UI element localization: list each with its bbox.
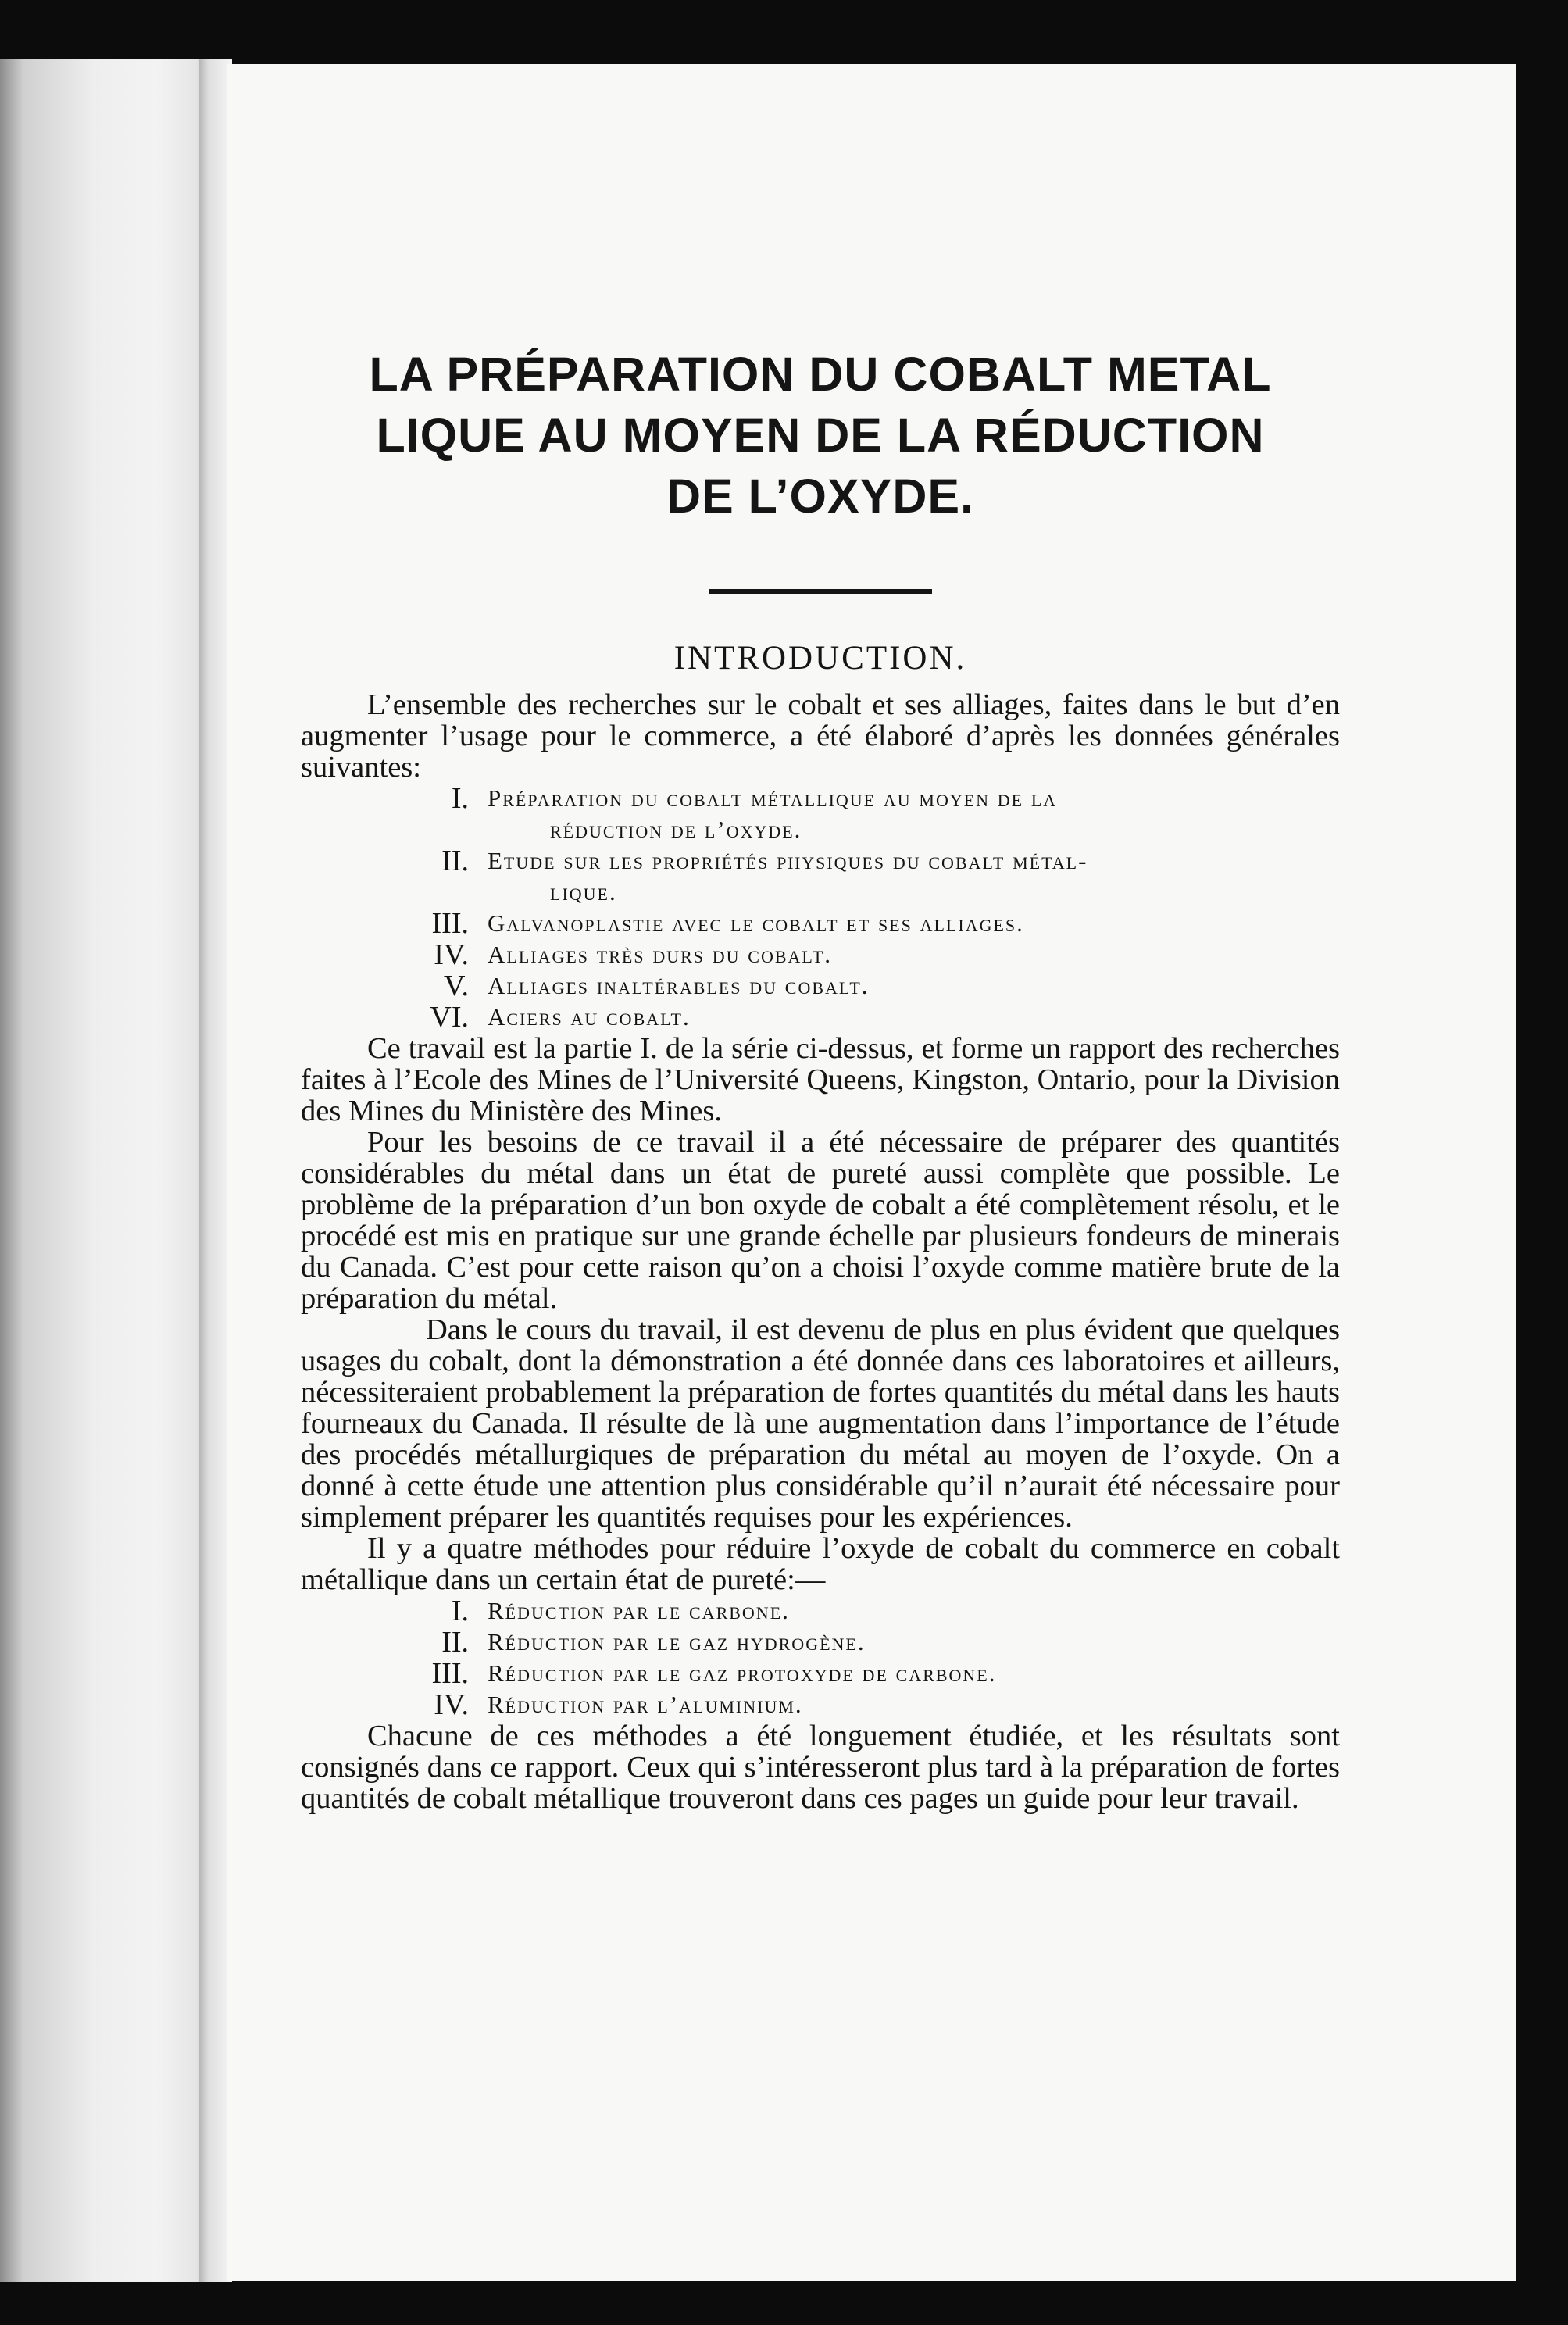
list-item xyxy=(301,1658,1340,1689)
list-item-number: III. xyxy=(431,907,469,940)
list-item-text: Réduction par le carbone. xyxy=(488,1597,790,1624)
paragraph-report: Ce travail est la partie I. de la série ci-dessus, et forme un rapport des recherches faites à l’Ecole des Mines de l’Université Queens, Kingston, Ontario, pour la Division des Mines du Ministère des Mines. xyxy=(301,1032,1340,1127)
title-line-2: LIQUE AU MOYEN DE LA RÉDUCTION xyxy=(376,409,1265,462)
list-item xyxy=(301,970,1340,1002)
paragraph-purity: Pour les besoins de ce travail il a été nécessaire de préparer des quantités considérables du métal dans un état de pureté aussi complète que possible. Le problème de la préparation d’un bon oxyde de cobalt a été complètement résolu, et le procédé est mis en pratique sur une grande échelle par plusieurs fondeurs de minerais du Canada. C’est pour cette raison qu’on a choisi l’oxyde comme matière brute de la préparation du métal. xyxy=(301,1126,1340,1315)
list-item-text: Réduction par le gaz protoxyde de carbone. xyxy=(488,1659,997,1687)
list-item-text xyxy=(488,845,1340,908)
list-item-text: Réduction par l’aluminium. xyxy=(488,1691,803,1718)
paragraph-intro: L’ensemble des recherches sur le cobalt et ses alliages, faites dans le but d’en augmenter l’usage pour le commerce, a été élaboré d’après les données générales suivantes: xyxy=(301,688,1340,784)
list-item-number: V. xyxy=(443,970,469,1002)
list-item-text: Réduction par le gaz hydrogène. xyxy=(488,1628,866,1655)
list-item xyxy=(301,1595,1340,1627)
list-item-text: Alliages inaltérables du cobalt. xyxy=(488,972,870,999)
list-item-text: Alliages très durs du cobalt. xyxy=(488,941,833,968)
paragraph-conclusion: Chacune de ces méthodes a été longuement étudiée, et les résultats sont consignés dans ce rapport. Ceux qui s’intéresseront plus tard à la préparation de fortes quantités de cobalt métallique trouveront dans ces pages un guide pour leur travail. xyxy=(301,1720,1340,1815)
list-item xyxy=(301,1627,1340,1658)
section-heading: INTRODUCTION. xyxy=(673,640,967,677)
list-item xyxy=(301,939,1340,970)
list-item-number: I. xyxy=(451,782,469,815)
list-item-text: Galvanoplastie avec le cobalt et ses alliages. xyxy=(488,909,1024,937)
title-line-3: DE L’OXYDE. xyxy=(666,470,975,523)
list-item xyxy=(301,845,1340,908)
title-line-1: LA PRÉPARATION DU COBALT METAL xyxy=(369,348,1272,401)
list-item-number: IV. xyxy=(434,1688,469,1721)
title-divider xyxy=(709,589,932,594)
list-item xyxy=(301,783,1340,845)
facing-page-edge xyxy=(0,59,207,2282)
list-item xyxy=(301,908,1340,939)
page-content xyxy=(301,344,1340,1814)
list-item-number: II. xyxy=(441,845,469,877)
list-item-number: IV. xyxy=(434,938,469,971)
paragraph-usages: Dans le cours du travail, il est devenu de plus en plus évident que quelques usages du cobalt, dont la démonstration a été donnée dans ces laboratoires et ailleurs, nécessiteraient probablement la préparation de fortes quantités du métal dans les hauts fourneaux du Canada. Il résulte de là une augmentation dans l’importance de l’étude des procédés métallurgiques de préparation du métal au moyen de l’oxyde. On a donné à cette étude une attention plus considérable qu’il n’aurait été nécessaire pour simplement préparer les quantités requises pour les expériences. xyxy=(301,1313,1340,1534)
list-item xyxy=(301,1002,1340,1033)
paragraph-methods-intro: Il y a quatre méthodes pour réduire l’oxyde de cobalt du commerce en cobalt métallique dans un certain état de pureté:— xyxy=(301,1532,1340,1596)
list-item-number: VI. xyxy=(430,1001,469,1034)
list-item-text xyxy=(488,783,1340,845)
list-item xyxy=(301,1689,1340,1720)
list-item-continuation: lique. xyxy=(550,878,617,905)
list-item-number: III. xyxy=(431,1657,469,1690)
series-list xyxy=(301,783,1340,1033)
list-item-line: Préparation du cobalt métallique au moyen de la xyxy=(488,784,1058,812)
list-item-continuation: réduction de l’oxyde. xyxy=(550,816,802,843)
page-title xyxy=(301,344,1340,527)
list-item-line: Etude sur les propriétés physiques du cobalt métal- xyxy=(488,847,1088,874)
methods-list xyxy=(301,1595,1340,1720)
list-item-number: I. xyxy=(451,1595,469,1627)
list-item-text: Aciers au cobalt. xyxy=(488,1003,691,1030)
list-item-number: II. xyxy=(441,1626,469,1659)
